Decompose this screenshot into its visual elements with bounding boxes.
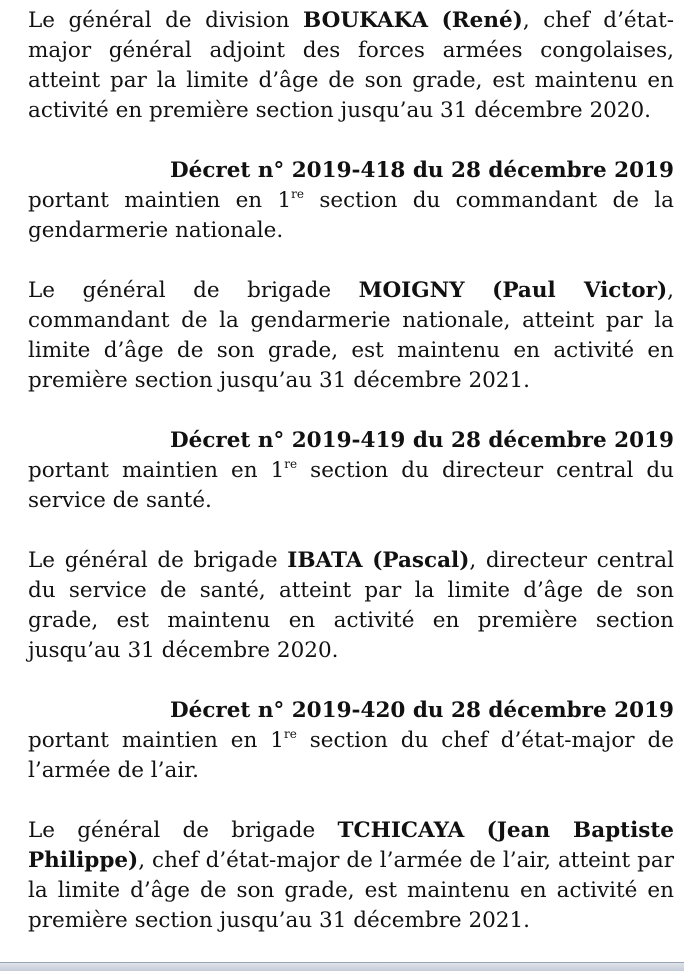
decree-heading-420: Décret n° 2019-420 du 28 décembre 2019 xyxy=(170,698,674,723)
person-first-names: (Paul Victor) xyxy=(492,278,668,303)
decree-subject-419: portant maintien en 1re section du directeur central du service de santé. xyxy=(28,457,675,513)
paragraph-moigny xyxy=(28,276,674,396)
paragraph-boukaka xyxy=(28,6,674,126)
person-first-names: (René) xyxy=(441,8,523,33)
document-page xyxy=(28,0,674,936)
text-lead: Le général de brigade xyxy=(28,278,359,303)
person-first-names: (Jean Baptiste Philippe) xyxy=(28,818,674,873)
text-lead: Le général de division xyxy=(28,8,304,33)
person-name: MOIGNY xyxy=(358,278,465,303)
person-first-names: (Pascal) xyxy=(372,548,470,573)
text-rest: , chef d’état-major général adjoint des forces armées congolaises, atteint par la limite d’âge de son grade, est maintenu en activité en première section jusqu’au 31 décembre 2020. xyxy=(28,8,674,123)
decree-subject-418: portant maintien en 1re section du commandant de la gendarmerie nationale. xyxy=(28,187,674,243)
text-rest: , directeur central du service de santé, atteint par la limite d’âge de son grade, est maintenu en activité en première section jusqu’au 31 décembre 2020. xyxy=(28,548,674,663)
text-lead: Le général de brigade xyxy=(28,548,288,573)
decree-subject-420: portant maintien en 1re section du chef d’état-major de l’armée de l’air. xyxy=(28,727,674,783)
decree-heading-418: Décret n° 2019-418 du 28 décembre 2019 xyxy=(170,158,674,183)
person-name: IBATA xyxy=(287,548,363,573)
text-lead: Le général de brigade xyxy=(28,818,338,843)
person-name: BOUKAKA xyxy=(303,8,429,33)
person-name: TCHICAYA xyxy=(337,818,465,843)
paragraph-ibata xyxy=(28,546,674,666)
text-rest: , commandant de la gendarmerie nationale, atteint par la limite d’âge de son grade, est maintenu en activité en première section jusqu’au 31 décembre 2021. xyxy=(28,278,674,393)
text-rest: , chef d’état-major de l’armée de l’air, atteint par la limite d’âge de son grade, est maintenu en activité en première section jusqu’au 31 décembre 2021. xyxy=(28,848,674,933)
decree-heading-419: Décret n° 2019-419 du 28 décembre 2019 xyxy=(170,428,674,453)
paragraph-tchicaya xyxy=(28,816,674,936)
